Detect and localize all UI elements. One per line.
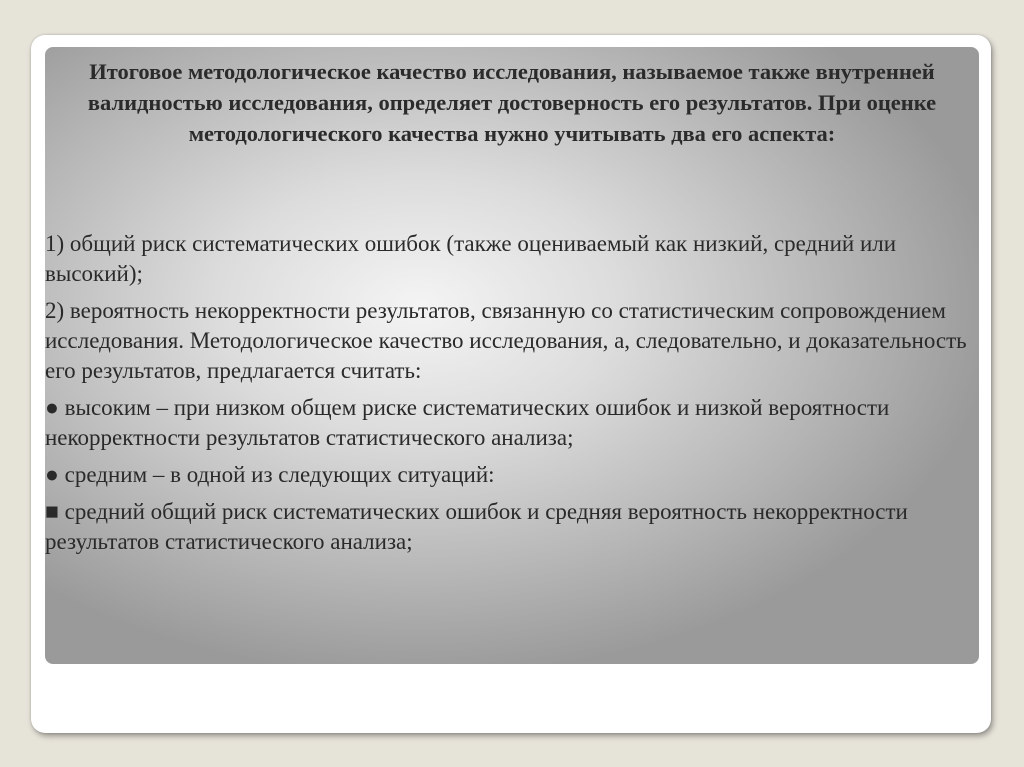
slide-heading: Итоговое методологическое качество исследования, называемое также внутренней валидностью исследования, определяет достоверность его результатов. При оценке методологического качества нужно учитывать два его аспекта: xyxy=(87,59,937,146)
list-item: 1) общий риск систематических ошибок (также оцениваемый как низкий, средний или высокий); xyxy=(45,231,897,286)
slide-body xyxy=(45,229,979,564)
list-item: ● средним – в одной из следующих ситуаций: xyxy=(45,462,495,487)
list-item: ■ средний общий риск систематических ошибок и средняя вероятность некорректности результатов статистического анализа; xyxy=(45,499,908,554)
content-panel xyxy=(45,47,979,664)
list-item: ● высоким – при низком общем риске систематических ошибок и низкой вероятности некорректности результатов статистического анализа; xyxy=(45,395,890,450)
list-item: 2) вероятность некорректности результатов, связанную со статистическим сопровождением исследования. Методологическое качество исследования, а, следовательно, и доказательность его результатов, предлагается считать: xyxy=(45,298,967,383)
